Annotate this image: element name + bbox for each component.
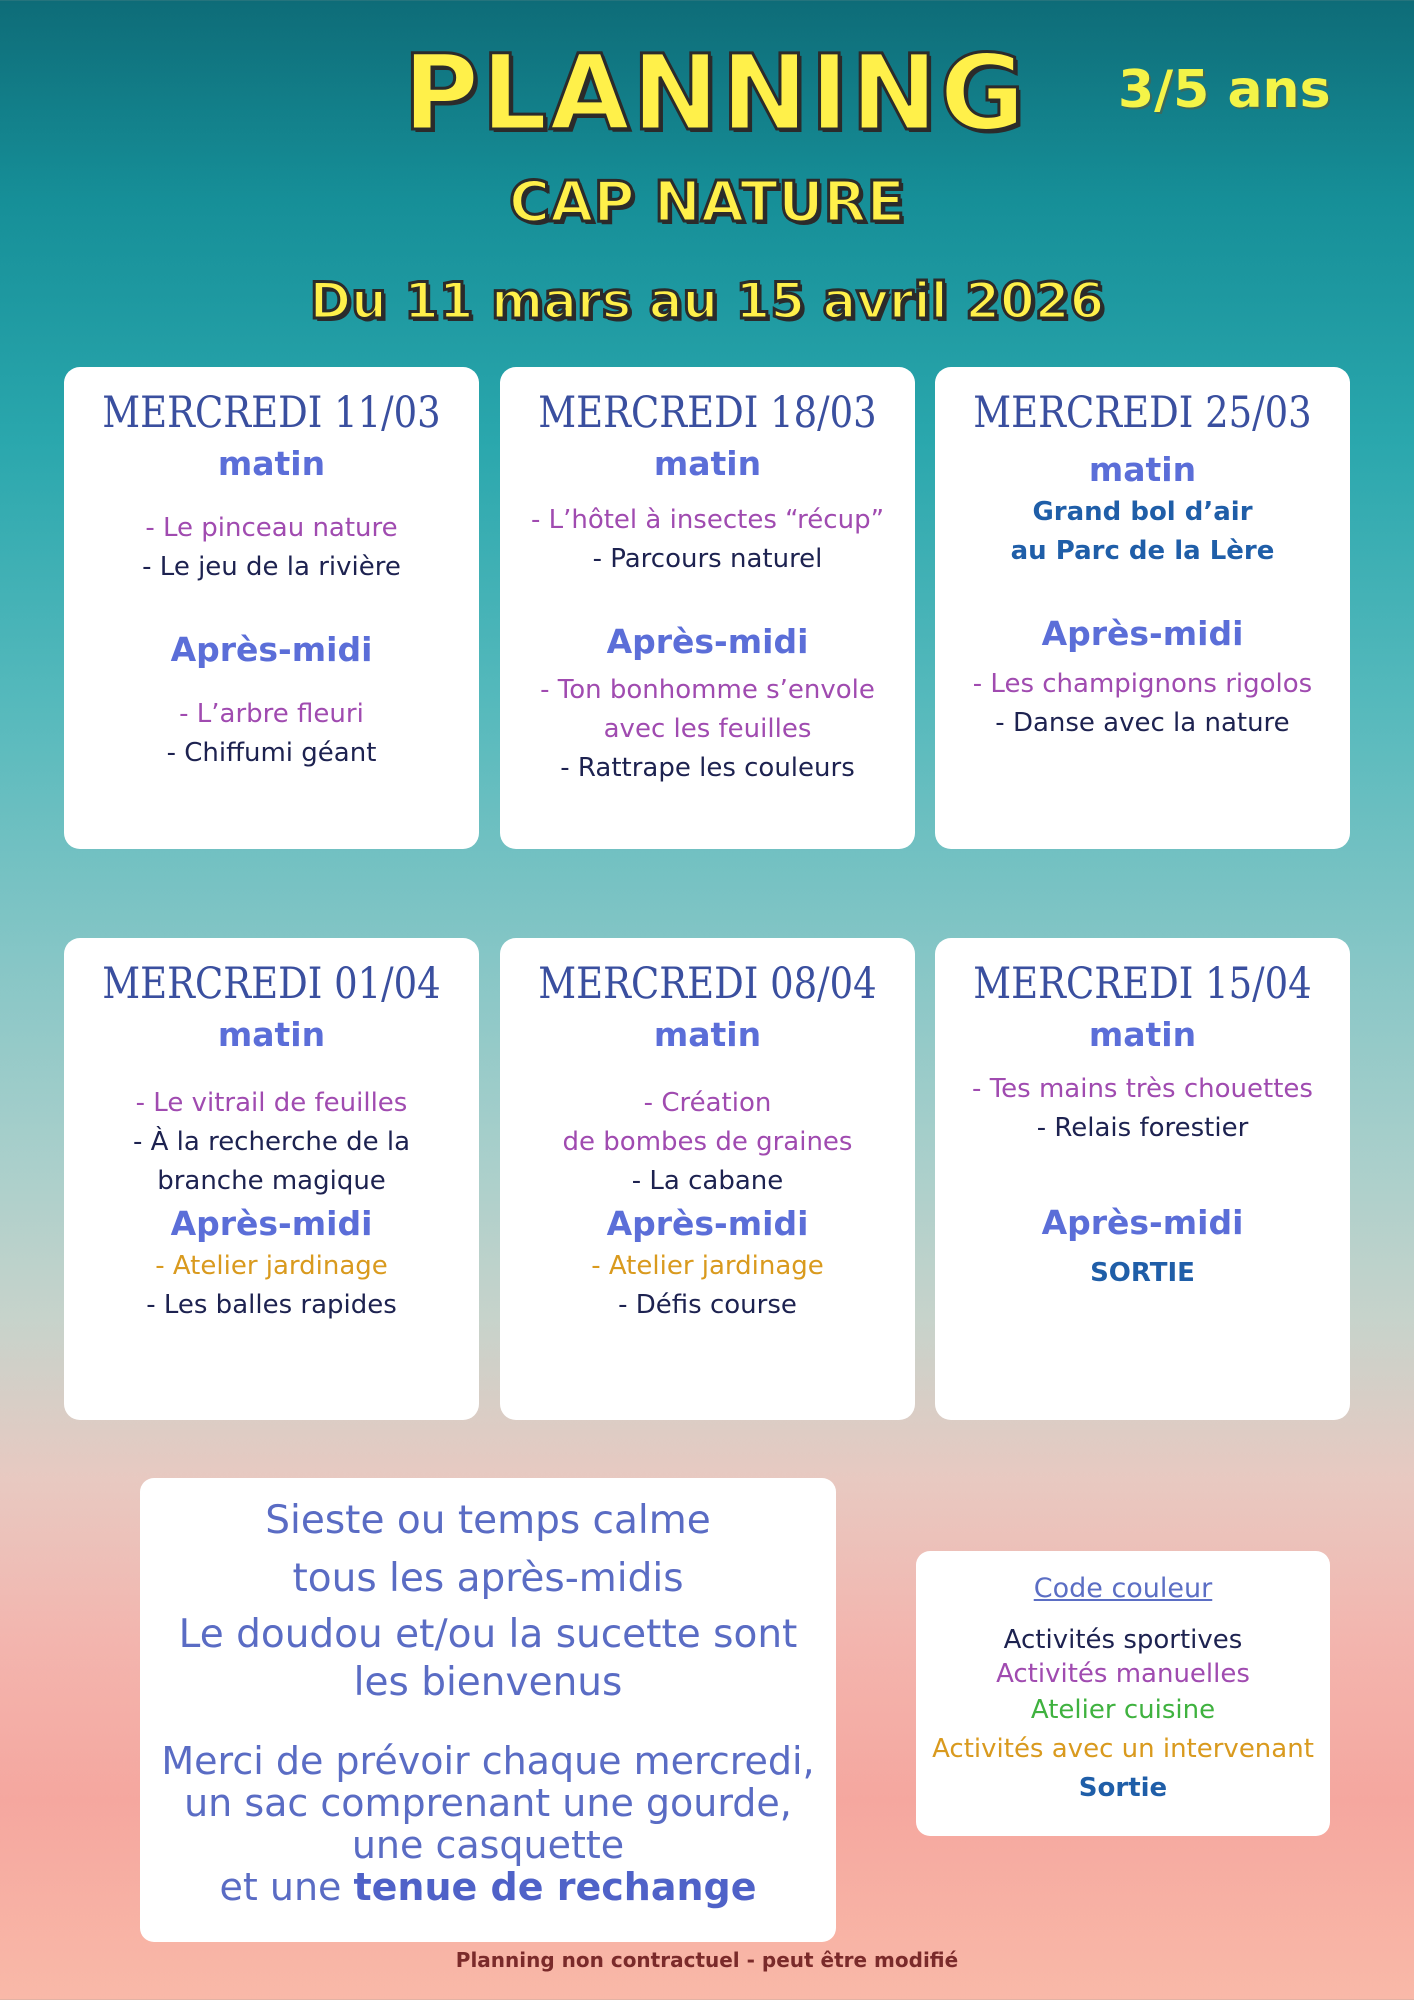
- afternoon-label: Après-midi: [170, 1203, 373, 1243]
- legend-sortie: Sortie: [1078, 1773, 1168, 1803]
- afternoon-label: Après-midi: [606, 621, 809, 661]
- afternoon-label: Après-midi: [170, 629, 373, 669]
- activity-item: - La cabane: [631, 1165, 784, 1196]
- card-day: MERCREDI 01/04: [102, 959, 441, 1009]
- morning-label: matin: [1088, 449, 1197, 489]
- activity-item: SORTIE: [1090, 1258, 1195, 1289]
- card-mercredi-11-03: [64, 367, 479, 849]
- morning-label: matin: [653, 1014, 762, 1054]
- legend-title: Code couleur: [1033, 1573, 1213, 1604]
- activity-item: de bombes de graines: [562, 1126, 853, 1157]
- footer-note: Planning non contractuel - peut être modifié: [455, 1948, 959, 1972]
- page-subtitle: CAP NATURE: [509, 170, 905, 235]
- morning-label: matin: [217, 443, 326, 483]
- activity-item: - Danse avec la nature: [995, 708, 1290, 739]
- activity-item: avec les feuilles: [603, 714, 812, 745]
- activity-item: branche magique: [157, 1165, 386, 1196]
- morning-label: matin: [653, 443, 762, 483]
- activity-item: au Parc de la Lère: [1010, 535, 1275, 566]
- age-badge: 3/5 ans: [1118, 60, 1331, 120]
- morning-label: matin: [217, 1014, 326, 1054]
- legend-sport: Activités sportives: [1003, 1625, 1243, 1655]
- activity-item: - Atelier jardinage: [591, 1251, 824, 1282]
- activity-item: - Le vitrail de feuilles: [135, 1087, 408, 1118]
- info-text: et une: [219, 1865, 354, 1909]
- legend-manual: Activités manuelles: [996, 1659, 1250, 1689]
- activity-item: - Les champignons rigolos: [972, 669, 1313, 700]
- activity-item: - Le jeu de la rivière: [142, 551, 401, 582]
- info-line-last: [140, 1866, 836, 1908]
- card-mercredi-01-04: [64, 938, 479, 1420]
- activity-item: - Rattrape les couleurs: [560, 753, 855, 784]
- legend-cuisine: Atelier cuisine: [1030, 1695, 1216, 1725]
- activity-item: - Défis course: [618, 1290, 797, 1321]
- color-legend: [916, 1551, 1330, 1836]
- info-line: les bienvenus: [353, 1660, 623, 1705]
- card-mercredi-15-04: [935, 938, 1350, 1420]
- activity-item: - Ton bonhomme s’envole: [540, 675, 875, 706]
- afternoon-label: Après-midi: [1041, 613, 1244, 653]
- activity-item: - À la recherche de la: [132, 1126, 411, 1157]
- activity-item: - Parcours naturel: [592, 543, 823, 574]
- card-day: MERCREDI 08/04: [538, 959, 877, 1009]
- info-line: Le doudou et/ou la sucette sont: [178, 1612, 798, 1657]
- card-day: MERCREDI 11/03: [102, 388, 441, 438]
- activity-item: - Relais forestier: [1036, 1112, 1249, 1143]
- info-box: [140, 1478, 836, 1942]
- activity-item: - Les balles rapides: [146, 1290, 397, 1321]
- info-line: Merci de prévoir chaque mercredi,: [161, 1739, 815, 1783]
- info-line: un sac comprenant une gourde,: [184, 1781, 792, 1825]
- afternoon-label: Après-midi: [606, 1203, 809, 1243]
- date-range: Du 11 mars au 15 avril 2026: [309, 272, 1105, 330]
- activity-item: - L’hôtel à insectes “récup”: [530, 504, 885, 535]
- info-line: une casquette: [351, 1823, 625, 1867]
- activity-item: Grand bol d’air: [1032, 496, 1253, 527]
- card-mercredi-18-03: [500, 367, 915, 849]
- card-day: MERCREDI 15/04: [973, 959, 1312, 1009]
- afternoon-label: Après-midi: [1041, 1202, 1244, 1242]
- legend-intervenant: Activités avec un intervenant: [932, 1734, 1314, 1764]
- card-day: MERCREDI 25/03: [973, 388, 1312, 438]
- activity-item: - Création: [643, 1087, 772, 1118]
- card-mercredi-25-03: [935, 367, 1350, 849]
- activity-item: - Le pinceau nature: [145, 512, 398, 543]
- card-mercredi-08-04: [500, 938, 915, 1420]
- info-bold: tenue de rechange: [353, 1865, 757, 1909]
- activity-item: - Chiffumi géant: [166, 738, 377, 769]
- morning-label: matin: [1088, 1014, 1197, 1054]
- page-title: PLANNING: [402, 32, 1028, 154]
- activity-item: - L’arbre fleuri: [179, 699, 364, 730]
- activity-item: - Tes mains très chouettes: [972, 1073, 1313, 1104]
- info-line: Sieste ou temps calme: [265, 1498, 711, 1543]
- activity-item: - Atelier jardinage: [155, 1251, 388, 1282]
- info-line: tous les après-midis: [292, 1556, 684, 1601]
- card-day: MERCREDI 18/03: [538, 388, 877, 438]
